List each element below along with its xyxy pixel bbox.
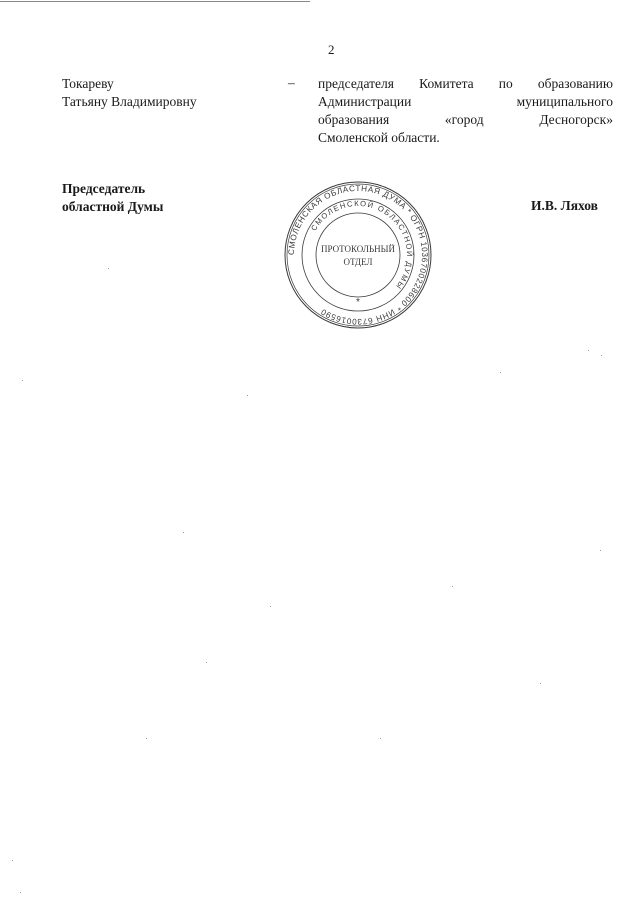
scan-speck (146, 738, 147, 739)
seal-center-line-2: ОТДЕЛ (343, 257, 373, 267)
position-word: муниципального (516, 94, 613, 109)
scan-speck (247, 395, 248, 396)
position-line-1 (318, 75, 613, 93)
position-word: образования (318, 112, 390, 127)
seal-center-line-1: ПРОТОКОЛЬНЫЙ (321, 244, 395, 254)
scan-speck (452, 586, 453, 587)
signatory-name: И.В. Ляхов (531, 198, 598, 213)
position-word: образованию (537, 76, 613, 91)
scan-speck (108, 268, 109, 269)
position-word: Смоленской области. (318, 130, 440, 145)
position-word: Десногорск» (539, 112, 613, 127)
scan-speck (600, 550, 601, 551)
signatory-title (62, 180, 163, 216)
official-seal-stamp (282, 179, 434, 331)
appointee-surname: Токареву (62, 76, 114, 91)
position-word: по (498, 76, 513, 91)
appointee-given-names: Татьяну Владимировну (62, 94, 197, 109)
appointee-name-block (62, 75, 197, 111)
position-line-4 (318, 129, 613, 147)
signatory-title-line-1: Председатель (62, 181, 146, 196)
scan-speck (183, 532, 184, 533)
scan-speck (601, 355, 602, 356)
page-number: 2 (328, 42, 335, 57)
scan-speck (588, 350, 589, 351)
scan-speck (500, 372, 501, 373)
seal-star: * (356, 297, 360, 308)
scan-speck (20, 892, 21, 893)
position-line-3 (318, 111, 613, 129)
position-description (318, 75, 613, 147)
position-word: Администрации (318, 94, 412, 109)
scan-speck (540, 683, 541, 684)
position-word: «город (444, 112, 484, 127)
scan-top-edge-line (0, 1, 310, 2)
scan-speck (12, 860, 13, 861)
signatory-title-line-2: областной Думы (62, 199, 164, 214)
separator-dash: – (288, 75, 295, 90)
scan-speck (22, 380, 23, 381)
seal-inner-ring (316, 213, 400, 297)
scan-speck (270, 606, 271, 607)
scan-speck (380, 738, 381, 739)
seal-inner-text: СМОЛЕНСКОЙ ОБЛАСТНОЙ ДУМЫ (309, 198, 415, 292)
position-word: председателя (318, 76, 394, 91)
seal-outer-text: СМОЛЕНСКАЯ ОБЛАСТНАЯ ДУМА * ОГРН 1036700228600 * ИНН 6730016590 (286, 183, 430, 327)
position-line-2 (318, 93, 613, 111)
position-word: Комитета (419, 76, 474, 91)
scan-speck (206, 662, 207, 663)
